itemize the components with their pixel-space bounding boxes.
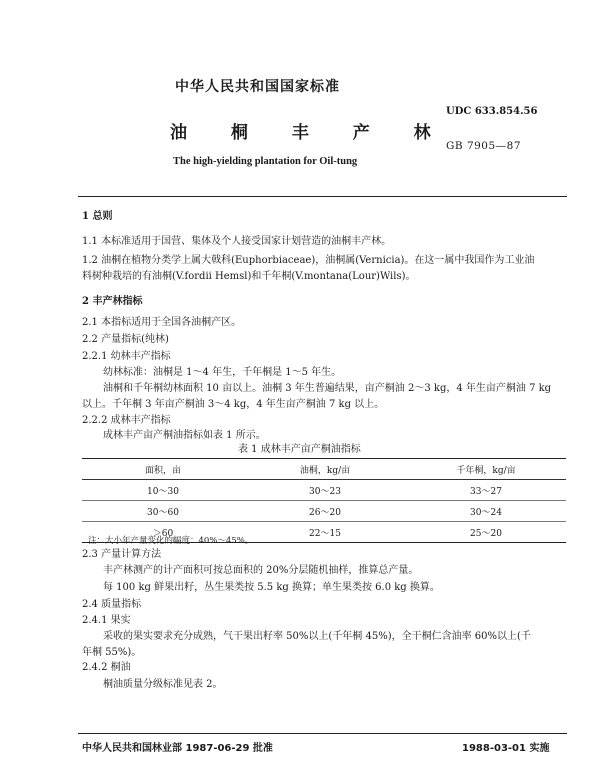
clause-2-3-para-2: 每 100 kg 鲜果出籽，丛生果类按 5.5 kg 换算；单生果类按 6.0 kg 换算。 xyxy=(103,582,440,593)
clause-2-2-1-para-2-line-2: 以上。千年桐 3 年亩产桐油 3～4 kg，4 年生亩产桐油 7 kg 以上。 xyxy=(82,399,385,410)
clause-2-4-2: 2.4.2 桐油 xyxy=(82,662,131,673)
table-cell: 30～60 xyxy=(82,501,244,522)
clause-2-2-1-para-1: 幼林标准：油桐是 1～4 年生，千年桐是 1～5 年生。 xyxy=(103,367,342,378)
footer-divider xyxy=(78,733,567,734)
clause-2-1: 2.1 本指标适用于全国各油桐产区。 xyxy=(82,317,242,328)
column-header-tung: 油桐，kg/亩 xyxy=(299,465,351,476)
clause-1-2-line-1: 1.2 油桐在植物分类学上属大戟科(Euphorbiaceae)，油桐属(Vernicia)。在这一属中我国作为工业油 xyxy=(82,255,535,266)
clause-2-3: 2.3 产量计算方法 xyxy=(82,549,162,560)
clause-2-3-para-1: 丰产林测产的计产面积可按总面积的 20%分层随机抽样，推算总产量。 xyxy=(103,565,419,576)
clause-2-4-1-para-1-line-2: 年桐 55%)。 xyxy=(82,647,142,658)
clause-2-4-2-para-1: 桐油质量分级标准见表 2。 xyxy=(103,679,223,690)
clause-2-4-1: 2.4.1 果实 xyxy=(82,615,131,626)
clause-1-1: 1.1 本标准适用于国营、集体及个人接受国家计划营造的油桐丰产林。 xyxy=(82,236,392,247)
table-1-caption: 表 1 成林丰产亩产桐油指标 xyxy=(238,444,361,455)
table-cell: 22～15 xyxy=(244,522,406,543)
clause-2-4: 2.4 质量指标 xyxy=(82,599,142,610)
gb-code: GB 7905—87 xyxy=(446,140,522,152)
section-1-heading: 1 总则 xyxy=(82,211,113,222)
header-divider xyxy=(78,196,567,197)
section-2-heading: 2 丰产林指标 xyxy=(82,296,143,307)
table-1 xyxy=(82,458,566,543)
clause-2-4-1-para-1-line-1: 采收的果实要求充分成熟，气干果出籽率 50%以上(千年桐 45%)，全干桐仁含油率 60%以上(千 xyxy=(103,631,531,642)
table-header-row xyxy=(82,459,566,480)
standard-name: 中华人民共和国国家标准 xyxy=(175,79,340,95)
table-cell: 30～23 xyxy=(309,486,341,497)
table-cell: 10～30 xyxy=(147,486,179,497)
table-cell: 25～20 xyxy=(406,522,566,543)
table-cell: 33～27 xyxy=(470,486,502,497)
clause-2-2-1-para-2-line-1: 油桐和千年桐幼林面积 10 亩以上。油桐 3 年生普遍结果，亩产桐油 2～3 kg，4 年生亩产桐油 7 kg xyxy=(103,383,552,394)
table-cell: 30～24 xyxy=(406,501,566,522)
table-1-note: 注：大小年产量变化的幅度：40%～45%。 xyxy=(88,536,254,546)
document-title: 油 桐 丰 产 林 xyxy=(170,123,450,143)
clause-1-2-line-2: 料树种栽培的有油桐(V.fordii Hemsl)和千年桐(V.montana(Lour)Wils)。 xyxy=(82,271,416,282)
effective-date: 1988-03-01 实施 xyxy=(462,743,550,754)
table-row xyxy=(82,501,566,522)
udc-code: UDC 633.854.56 xyxy=(446,106,538,117)
clause-2-2: 2.2 产量指标(纯林) xyxy=(82,334,169,345)
clause-2-2-1: 2.2.1 幼林丰产指标 xyxy=(82,351,171,362)
clause-2-2-2-para-1: 成林丰产亩产桐油指标如表 1 所示。 xyxy=(103,430,266,441)
approval-date: 中华人民共和国林业部 1987-06-29 批准 xyxy=(82,743,273,754)
column-header-area: 面积，亩 xyxy=(144,465,181,476)
table-cell: 26～20 xyxy=(244,501,406,522)
clause-2-2-2: 2.2.2 成林丰产指标 xyxy=(82,415,171,426)
table-cell: ＞60 xyxy=(82,522,244,543)
table-row xyxy=(82,480,566,501)
column-header-millennium-tung: 千年桐，kg/亩 xyxy=(456,465,516,476)
document-title-english: The high-yielding plantation for Oil-tung xyxy=(173,156,358,167)
